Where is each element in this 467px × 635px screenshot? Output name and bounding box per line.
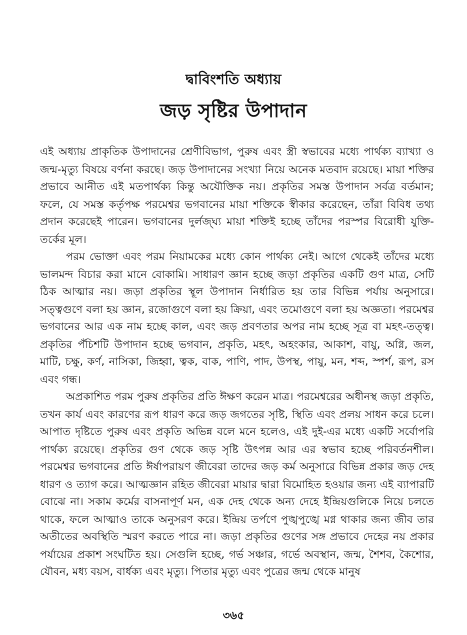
paragraph: পরম ভোক্তা এবং পরম নিয়ামকের মধ্যে কোন পার্থক্য নেই। আগে থেকেই তাঁদের মধ্যে ভালমন্দ বিচার করা মানে বোকামি। সাধারণ জ্ঞান হচ্ছে জড়া প্রকৃতির একটি গুণ মাত্র, সেটি ঠিক আত্মার নয়। জড়া প্রকৃতির স্থূল উপাদান নির্ধারিত হয় তার বিভিন্ন পর্যায় অনুসারে। সত্ত্বগুণে বলা হয় জ্ঞান, রজোগুণে বলা হয় ক্রিয়া, এবং তমোগুণে বলা হয় অজ্ঞতা। পরমেশ্বর ভগবানের আর এক নাম হচ্ছে কাল, এবং জড় প্রবণতার অপর নাম হচ্ছে সূত্র বা মহৎ-তত্ত্ব। প্রকৃতির পঁচিশটি উপাদান হচ্ছে ভগবান, প্রকৃতি, মহৎ, অহংকার, আকাশ, বায়ু, অগ্নি, জল, মাটি, চক্ষু, কর্ণ, নাসিকা, জিহ্বা, ত্বক, বাক, পাণি, পাদ, উপস্থ, পায়ু, মন, শব্দ, স্পর্শ, রূপ, রস এবং গন্ধ। xyxy=(40,251,434,386)
body-text xyxy=(40,144,434,582)
paragraph: অপ্রকাশিত পরম পুরুষ প্রকৃতির প্রতি ঈক্ষণ করেন মাত্র। পরমেশ্বরের অধীনস্থ জড়া প্রকৃতি, তখন কার্য এবং কারণের রূপ ধারণ করে জড় জগতের সৃষ্টি, স্থিতি এবং প্রলয় সাধন করে চলে। আপাত দৃষ্টিতে পুরুষ এবং প্রকৃতি অভিন্ন বলে মনে হলেও, এই দুই-এর মধ্যে একটি সর্বোপরি পার্থক্য রয়েছে। প্রকৃতির গুণ থেকে জড় সৃষ্টি উৎপন্ন আর এর স্বভাব হচ্ছে পরিবর্তনশীল। পরমেশ্বর ভগবানের প্রতি ঈর্ষাপরায়ণ জীবেরা তাদের জড় কর্ম অনুসারে বিভিন্ন প্রকার জড় দেহ ধারণ ও ত্যাগ করে। আত্মজ্ঞান রহিত জীবেরা মায়ার দ্বারা বিমোহিত হওয়ার জন্য এই ব্যাপারটি বোঝে না। সকাম কর্মের বাসনাপূর্ণ মন, এক দেহ থেকে অন্য দেহে ইন্দ্রিয়গুলিকে নিয়ে চলতে থাকে, ফলে আত্মাও তাকে অনুসরণ করে। ইন্দ্রিয় তর্পণে পুঙ্খপুঙ্খে মগ্ন থাকার জন্য জীব তার অতীতের অবস্থিতি স্মরণ করতে পারে না। জড়া প্রকৃতির গুণের সঙ্গ প্রভাবে দেহের নয় প্রকার পর্যায়ের প্রকাশ সংঘটিত হয়। সেগুলি হচ্ছে, গর্ভ সঞ্চার, গর্ভে অবস্থান, জন্ম, শৈশব, কৈশোর, যৌবন, মধ্য বয়স, বার্ধক্য এবং মৃত্যু। পিতার মৃত্যু এবং পুত্রের জন্ম থেকে মানুষ xyxy=(40,391,434,578)
paragraph: এই অধ্যায় প্রাকৃতিক উপাদানের শ্রেণীবিভাগ, পুরুষ এবং স্ত্রী স্বভাবের মধ্যে পার্থক্য ব্যাখ্যা ও জন্ম-মৃত্যু বিষয়ে বর্ণনা করছে। জড় উপাদানের সংখ্যা নিয়ে অনেক মতবাদ রয়েছে। মায়া শক্তির প্রভাবে আনীত এই মতপার্থক্য কিন্তু অযৌক্তিক নয়। প্রকৃতির সমস্ত উপাদান সর্বত্র বর্তমান; ফলে, যে সমস্ত কর্তৃপক্ষ পরমেশ্বর ভগবানের মায়া শক্তিকে স্বীকার করেছেন, তাঁরা বিবিধ তথ্য প্রদান করেছেই পারেন। ভগবানের দুর্লজ্ঘ্য মায়া শক্তিই হচ্ছে তাঁদের পরস্পর বিরোধী যুক্তি-তর্কের মূল। xyxy=(40,146,434,246)
page-number: ৩৬৫ xyxy=(222,609,245,622)
chapter-title: জড় সৃষ্টির উপাদান xyxy=(160,100,307,122)
chapter-heading: দ্বাবিংশতি অধ্যায় xyxy=(185,72,282,88)
